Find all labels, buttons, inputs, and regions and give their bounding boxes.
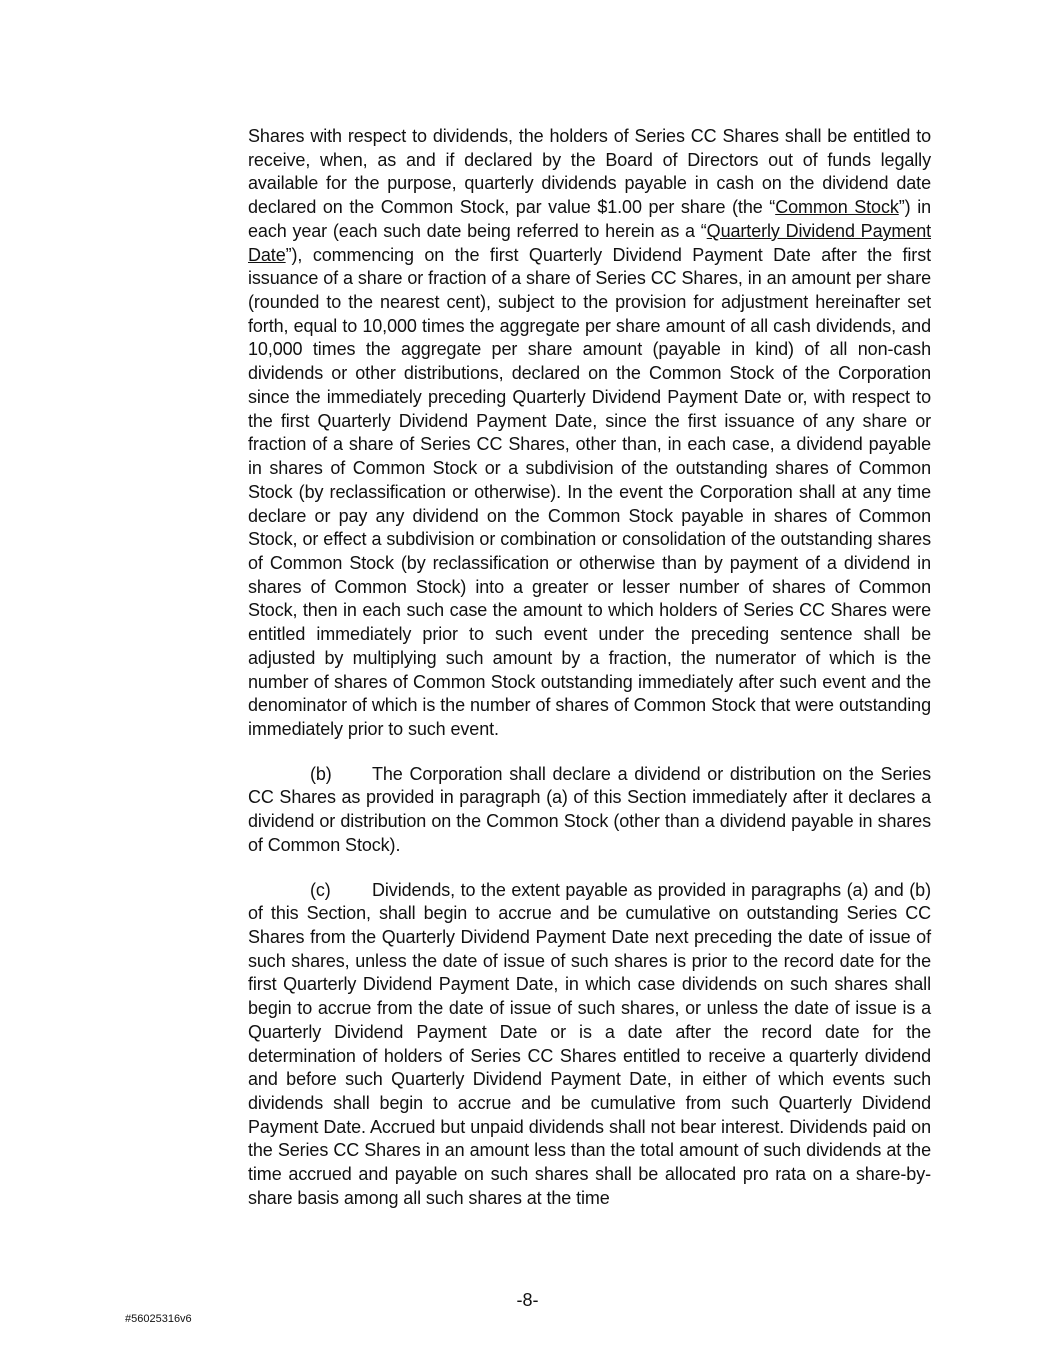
- paragraph-b-text: The Corporation shall declare a dividend or distribution on the Series CC Shares as provided in paragraph (a) of this Section immediately after it declares a dividend or distribution on the Common Stock (other than a dividend payable in shares of Common Stock).: [248, 763, 931, 855]
- defined-term-common-stock: Common Stock: [775, 197, 899, 218]
- paragraph-b-label: (b): [310, 763, 332, 784]
- paragraph-a-continuation: [248, 125, 931, 742]
- paragraph-c-text: Dividends, to the extent payable as provided in paragraphs (a) and (b) of this Section, shall begin to accrue and be cumulative on outstanding Series CC Shares from the Quarterly Dividend Payment Date next preceding the date of issue of such shares, unless the date of issue of such shares is prior to the record date for the first Quarterly Dividend Payment Date, in which case dividends on such shares shall begin to accrue from the date of issue of such shares, or unless the date of issue is a Quarterly Dividend Payment Date or is a date after the record date for the determination of holders of Series CC Shares entitled to receive a quarterly dividend and before such Quarterly Dividend Payment Date, in either of which events such dividends shall begin to accrue and be cumulative from such Quarterly Dividend Payment Date. Accrued but unpaid dividends shall not bear interest. Dividends paid on the Series CC Shares in an amount less than the total amount of such dividends at the time accrued and payable on such shares shall be allocated pro rata on a share-by-share basis among all such shares at the time: [248, 879, 931, 1208]
- document-id: #56025316v6: [125, 1313, 192, 1325]
- defined-term-quarterly-dividend-payment-date: Quarterly Dividend Payment Date: [248, 220, 932, 265]
- paragraph-c-label: (c): [310, 879, 331, 900]
- paragraph-c: [248, 879, 931, 1211]
- paragraph-a-text-2: ”) in each year (each such date being referred to herein as a “: [248, 197, 932, 241]
- page-number: -8-: [516, 1290, 539, 1310]
- paragraph-b: [248, 763, 931, 858]
- document-body: [248, 125, 931, 1211]
- paragraph-a-text-1: Shares with respect to dividends, the holders of Series CC Shares shall be entitled to receive, when, as and if declared by the Board of Directors out of funds legally available for the purpose, quarterly dividends payable in cash on the dividend date declared on the Common Stock, par value $1.00 per share (the “: [248, 126, 931, 218]
- paragraph-a-text-3: ”), commencing on the first Quarterly Dividend Payment Date after the first issuance of a share or fraction of a share of Series CC Shares, in an amount per share (rounded to the nearest cent), subject to the provision for adjustment hereinafter set forth, equal to 10,000 times the aggregate per share amount of all cash dividends, and 10,000 times the aggregate per share amount (payable in kind) of all non-cash dividends or other distributions, declared on the Common Stock of the Corporation since the immediately preceding Quarterly Dividend Payment Date or, with respect to the first Quarterly Dividend Payment Date, since the first issuance of any share or fraction of a share of Series CC Shares, other than, in each case, a dividend payable in shares of Common Stock or a subdivision of the outstanding shares of Common Stock (by reclassification or otherwise). In the event the Corporation shall at any time declare or pay any dividend on the Common Stock payable in shares of Common Stock, or effect a subdivision or combination or consolidation of the outstanding shares of Common Stock (by reclassification or otherwise than by payment of a dividend in shares of Common Stock) into a greater or lesser number of shares of Common Stock, then in each such case the amount to which holders of Series CC Shares were entitled immediately prior to such event under the preceding sentence shall be adjusted by multiplying such amount by a fraction, the numerator of which is the number of shares of Common Stock outstanding immediately after such event and the denominator of which is the number of shares of Common Stock that were outstanding immediately prior to such event.: [248, 244, 931, 739]
